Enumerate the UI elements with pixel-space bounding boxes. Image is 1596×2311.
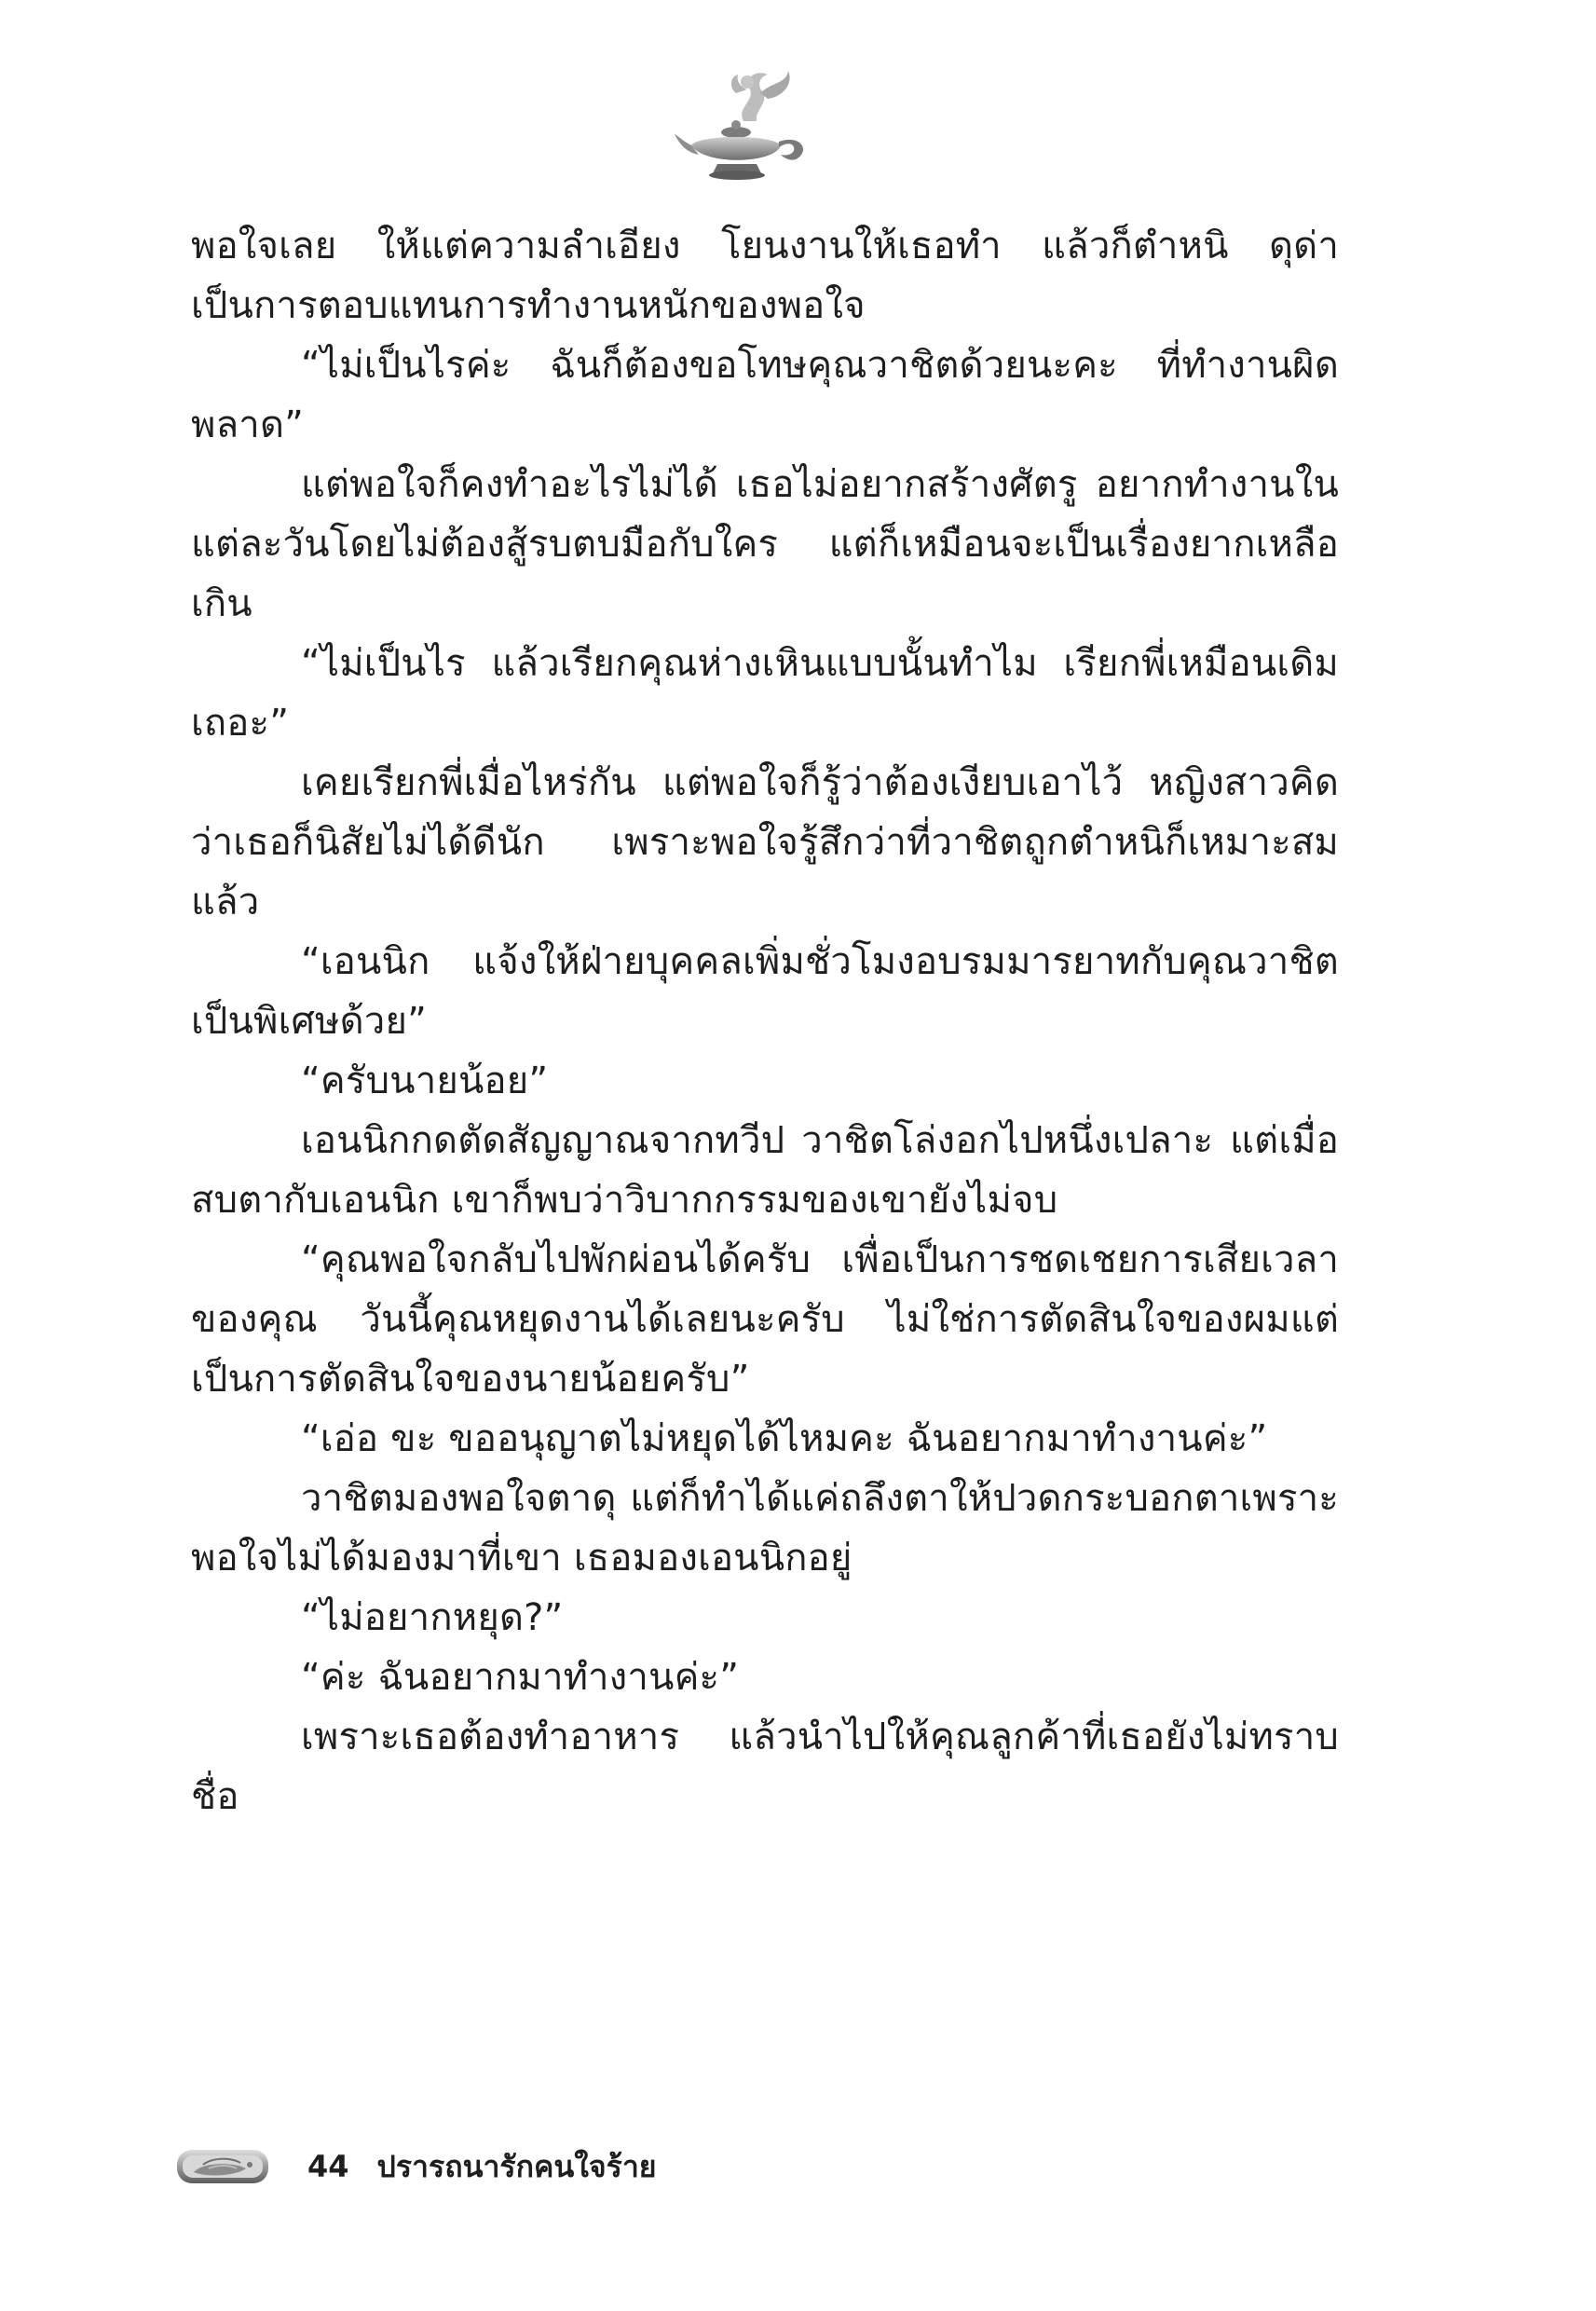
paragraph: “คุณพอใจกลับไปพักผ่อนได้ครับ เพื่อเป็นการชดเชยการเสียเวลาของคุณ วันนี้คุณหยุดงานได้เลยนะครับ ไม่ใช่การตัดสินใจของผมแต่เป็นการตัดสินใจของนายน้อยครับ”: [191, 1238, 1339, 1401]
paragraph: “เอ่อ ขะ ขออนุญาตไม่หยุดได้ไหมคะ ฉันอยากมาทำงานค่ะ”: [301, 1417, 1268, 1460]
paragraph: “ไม่เป็นไรค่ะ ฉันก็ต้องขอโทษคุณวาชิตด้วยนะคะ ที่ทำงานผิดพลาด”: [191, 344, 1339, 446]
genie-lamp-icon: [671, 56, 820, 186]
genie-lamp-badge-icon: [175, 2144, 270, 2189]
paragraph: เพราะเธอต้องทำอาหาร แล้วนำไปให้คุณลูกค้าที่เธอยังไม่ทราบชื่อ: [191, 1716, 1339, 1818]
paragraph: “เอนนิก แจ้งให้ฝ่ายบุคคลเพิ่มชั่วโมงอบรมมารยาทกับคุณวาชิตเป็นพิเศษด้วย”: [191, 940, 1339, 1043]
paragraph: วาชิตมองพอใจตาดุ แต่ก็ทำได้แค่ถลึงตาให้ปวดกระบอกตาเพราะพอใจไม่ได้มองมาที่เขา เธอมองเอนนิกอยู่: [191, 1477, 1339, 1579]
paragraph: “ไม่เป็นไร แล้วเรียกคุณห่างเหินแบบนั้นทำไม เรียกพี่เหมือนเดิมเถอะ”: [191, 642, 1339, 745]
page-footer: [175, 2139, 657, 2195]
paragraph: เอนนิกกดตัดสัญญาณจากทวีป วาชิตโล่งอกไปหนึ่งเปลาะ แต่เมื่อสบตากับเอนนิก เขาก็พบว่าวิบากกรรมของเขายังไม่จบ: [191, 1119, 1339, 1222]
paragraph: “ไม่อยากหยุด?”: [301, 1596, 564, 1639]
paragraph: เคยเรียกพี่เมื่อไหร่กัน แต่พอใจก็รู้ว่าต้องเงียบเอาไว้ หญิงสาวคิดว่าเธอก็นิสัยไม่ได้ดีนัก เพราะพอใจรู้สึกว่าที่วาชิตถูกตำหนิก็เหมาะสมแล้ว: [191, 761, 1339, 923]
paragraph: พอใจเลย ให้แต่ความลำเอียง โยนงานให้เธอทำ แล้วก็ตำหนิ ดุด่าเป็นการตอบแทนการทำงานหนักของพอใจ: [191, 225, 1339, 327]
body-text: [191, 216, 1339, 1826]
book-title: ปรารถนารักคนใจร้าย: [376, 2148, 657, 2184]
paragraph: “ค่ะ ฉันอยากมาทำงานค่ะ”: [301, 1656, 740, 1699]
paragraph: แต่พอใจก็คงทำอะไรไม่ได้ เธอไม่อยากสร้างศัตรู อยากทำงานในแต่ละวันโดยไม่ต้องสู้รบตบมือกับใคร แต่ก็เหมือนจะเป็นเรื่องยากเหลือเกิน: [191, 463, 1339, 625]
paragraph: “ครับนายน้อย”: [301, 1060, 549, 1102]
page-number: 44: [307, 2149, 349, 2184]
